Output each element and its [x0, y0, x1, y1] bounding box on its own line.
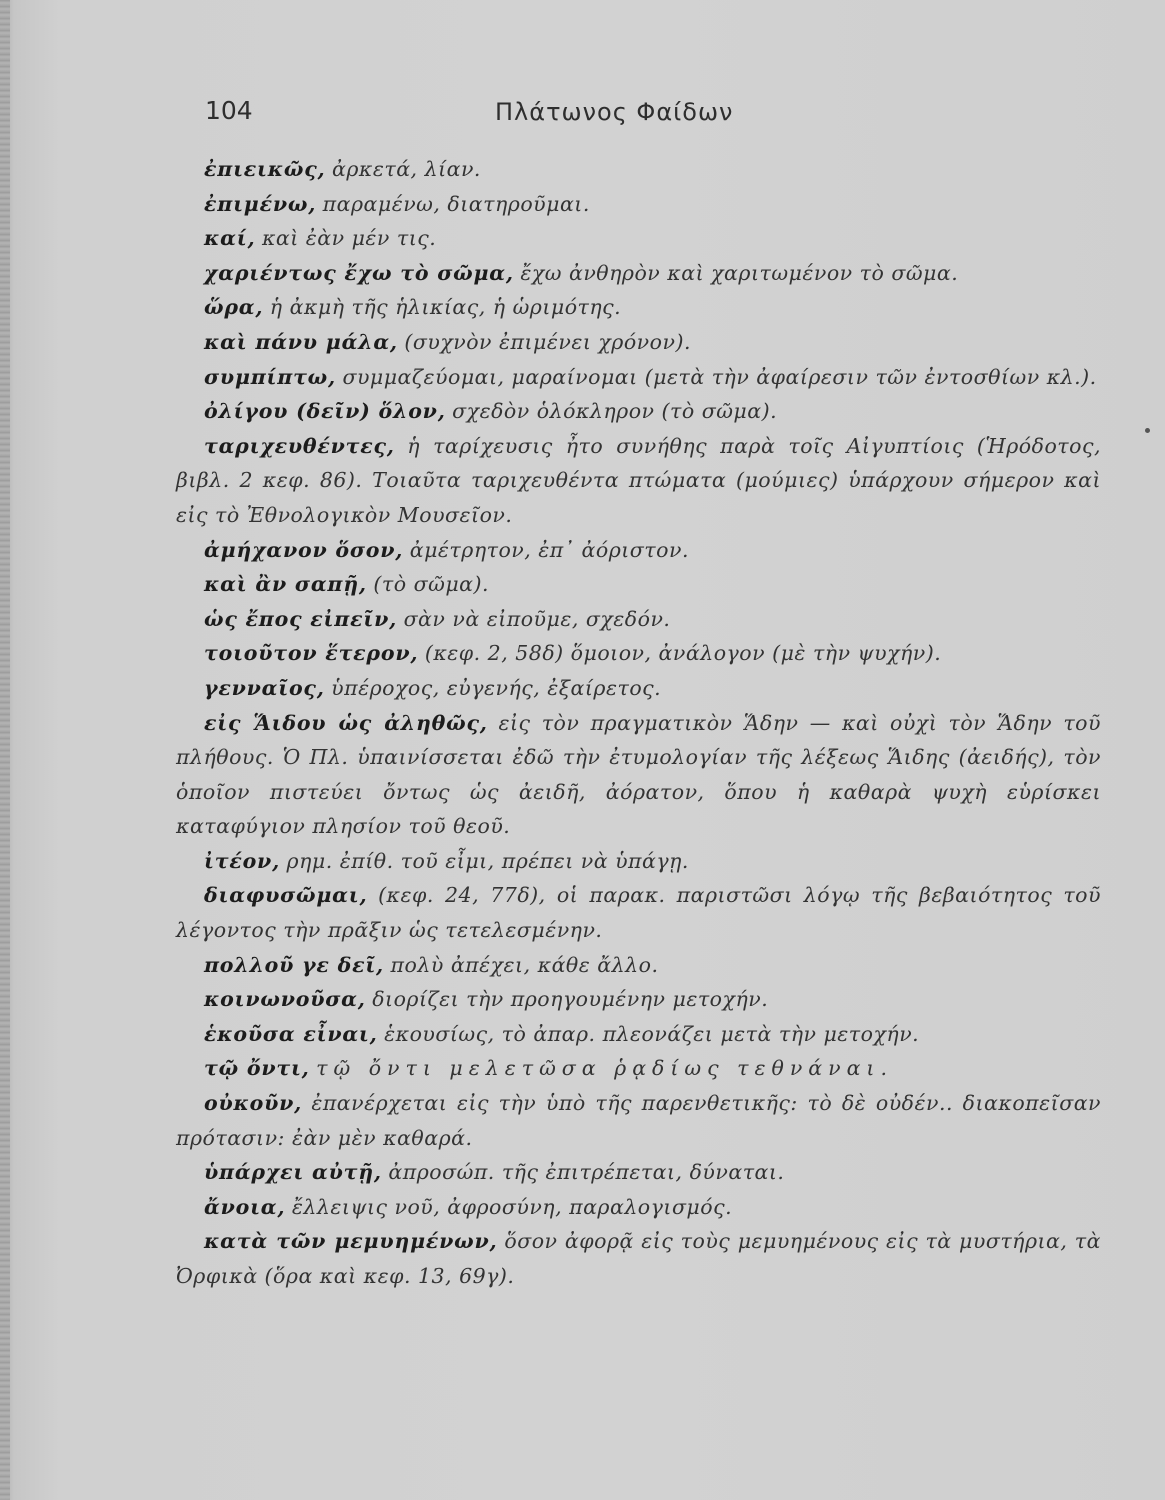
entry-term: ὥρα, [204, 295, 264, 320]
entry-term: διαφυσῶμαι, [204, 883, 368, 908]
entry-gloss: (κεφ. 24, 77δ), οἱ παρακ. παριστῶσι λόγῳ τῆς βεβαιότητος τοῦ λέγοντος τὴν πρᾶξιν ὡς τετελεσμένην. [176, 883, 1101, 943]
page-edge [0, 0, 10, 1500]
entry-term: εἰς Ἅιδου ὡς ἀληθῶς, [204, 710, 488, 735]
entry-gloss: (συχνὸν ἐπιμένει χρόνον). [404, 329, 691, 354]
glossary-entry [176, 221, 1101, 256]
glossary-entry [176, 1224, 1101, 1293]
entry-gloss: εἰς τὸν πραγματικὸν Ἅδην — καὶ οὐχὶ τὸν Ἅδην τοῦ πλήθους. Ὁ Πλ. ὑπαινίσσεται ἐδῶ τὴν ἐτυμολογίαν τῆς λέξεως Ἅιδης (ἀειδής), τὸν ὁποῖον πιστεύει ὄντως ὡς ἀειδῆ, ἀόρατον, ὅπου ἡ καθαρὰ ψυχὴ εὑρίσκει καταφύγιον πλησίον τοῦ θεοῦ. [176, 710, 1101, 839]
entry-term: συμπίπτω, [204, 364, 336, 389]
glossary-entry [176, 982, 1101, 1017]
entry-term: χαριέντως ἔχω τὸ σῶμα, [204, 260, 514, 285]
entry-term: ἐπιμένω, [204, 191, 317, 216]
entry-term: ὀλίγου (δεῖν) ὅλον, [204, 399, 446, 424]
entry-gloss: σὰν νὰ εἰποῦμε, σχεδόν. [403, 606, 671, 631]
glossary-entry [176, 1017, 1101, 1052]
glossary-entry [176, 394, 1101, 429]
glossary-entry [176, 152, 1101, 187]
entry-term: ἄνοια, [204, 1194, 286, 1219]
entry-gloss: πολὺ ἀπέχει, κάθε ἄλλο. [390, 952, 659, 977]
entry-term: ταριχευθέντες, [204, 433, 395, 458]
entry-term: ὡς ἔπος εἰπεῖν, [204, 606, 398, 631]
entry-gloss: σχεδὸν ὁλόκληρον (τὸ σῶμα). [452, 399, 778, 424]
entry-gloss: ἑκουσίως, τὸ ἀπαρ. πλεονάζει μετὰ τὴν μετοχήν. [384, 1021, 920, 1046]
ink-speck [1145, 428, 1150, 433]
entry-term: κατὰ τῶν μεμυημένων, [204, 1229, 498, 1254]
glossary-entry [176, 360, 1101, 395]
glossary-entry [176, 187, 1101, 222]
running-title: Πλάτωνος Φαίδων [495, 98, 734, 126]
glossary-entries [176, 152, 1101, 1294]
glossary-entry [176, 844, 1101, 879]
glossary-entry [176, 325, 1101, 360]
glossary-entry [176, 636, 1101, 671]
entry-term: τοιοῦτον ἕτερον, [204, 641, 419, 666]
glossary-entry [176, 1190, 1101, 1225]
glossary-entry [176, 256, 1101, 291]
entry-gloss: (κεφ. 2, 58δ) ὅμοιον, ἀνάλογον (μὲ τὴν ψυχήν). [424, 641, 942, 666]
glossary-entry [176, 706, 1101, 844]
entry-term: κοινωνοῦσα, [204, 987, 366, 1012]
entry-term: καί, [204, 226, 256, 251]
entry-gloss: ἐπανέρχεται εἰς τὴν ὑπὸ τῆς παρενθετικῆς: τὸ δὲ οὐδέν.. διακοπεῖσαν πρότασιν: ἐὰν μὲν καθαρά. [176, 1091, 1101, 1150]
entry-gloss: ἔχω ἀνθηρὸν καὶ χαριτωμένον τὸ σῶμα. [520, 260, 959, 285]
glossary-entry [176, 429, 1101, 533]
glossary-entry [176, 671, 1101, 706]
glossary-entry [176, 1086, 1101, 1155]
glossary-entry [176, 290, 1101, 325]
entry-term: ἑκοῦσα εἶναι, [204, 1021, 378, 1046]
glossary-entry [176, 567, 1101, 602]
entry-gloss: ἔλλειψις νοῦ, ἀφροσύνη, παραλογισμός. [291, 1194, 733, 1219]
glossary-entry [176, 1155, 1101, 1190]
entry-gloss: (τὸ σῶμα). [373, 572, 489, 597]
entry-gloss: ρημ. ἐπίθ. τοῦ εἶμι, πρέπει νὰ ὑπάγῃ. [286, 848, 689, 873]
entry-term: οὐκοῦν, [204, 1091, 303, 1116]
entry-gloss: ὅσον ἀφορᾷ εἰς τοὺς μεμυημένους εἰς τὰ μυστήρια, τὰ Ὀρφικὰ (ὅρα καὶ κεφ. 13, 69γ). [176, 1229, 1101, 1288]
entry-gloss: ἡ ταρίχευσις ἦτο συνήθης παρὰ τοῖς Αἰγυπτίοις (Ἡρόδοτος, βιβλ. 2 κεφ. 86). Τοιαῦτα ταριχευθέντα πτώματα (μούμιες) ὑπάρχουν σήμερον καὶ εἰς τὸ Ἐθνολογικὸν Μουσεῖον. [176, 433, 1101, 527]
entry-gloss: ὑπέροχος, εὐγενής, ἐξαίρετος. [331, 675, 662, 700]
entry-term: καὶ πάνυ μάλα, [204, 329, 398, 354]
entry-gloss: ἀπροσώπ. τῆς ἐπιτρέπεται, δύναται. [388, 1160, 785, 1185]
entry-term: ἀμήχανον ὅσον, [204, 537, 404, 562]
entry-gloss: ἡ ἀκμὴ τῆς ἡλικίας, ἡ ὡριμότης. [269, 295, 622, 320]
entry-term: ἐπιεικῶς, [204, 157, 326, 181]
entry-gloss: καὶ ἐὰν μέν τις. [261, 226, 437, 251]
glossary-entry [176, 948, 1101, 983]
glossary-entry [176, 533, 1101, 568]
entry-term: γενναῖος, [204, 675, 325, 700]
entry-gloss: διορίζει τὴν προηγουμένην μετοχήν. [372, 987, 769, 1012]
glossary-entry [176, 602, 1101, 637]
entry-gloss: τῷ ὄντι μελετῶσα ῥᾳδίως τεθνάναι. [316, 1056, 893, 1081]
entry-term: πολλοῦ γε δεῖ, [204, 952, 384, 977]
glossary-entry [176, 1051, 1101, 1086]
entry-term: καὶ ἂν σαπῇ, [204, 572, 367, 597]
entry-term: ὑπάρχει αὐτῇ, [204, 1160, 382, 1185]
entry-term: ἰτέον, [204, 848, 281, 873]
entry-gloss: συμμαζεύομαι, μαραίνομαι (μετὰ τὴν ἀφαίρεσιν τῶν ἐντοσθίων κλ.). [342, 364, 1097, 389]
entry-term: τῷ ὄντι, [204, 1056, 310, 1081]
page-number: 104 [205, 96, 253, 125]
entry-gloss: παραμένω, διατηροῦμαι. [322, 191, 590, 216]
entry-gloss: ἀμέτρητον, ἐπ᾽ ἀόριστον. [409, 537, 689, 562]
page-header [0, 96, 1165, 136]
glossary-entry [176, 878, 1101, 947]
entry-gloss: ἀρκετά, λίαν. [332, 157, 481, 181]
